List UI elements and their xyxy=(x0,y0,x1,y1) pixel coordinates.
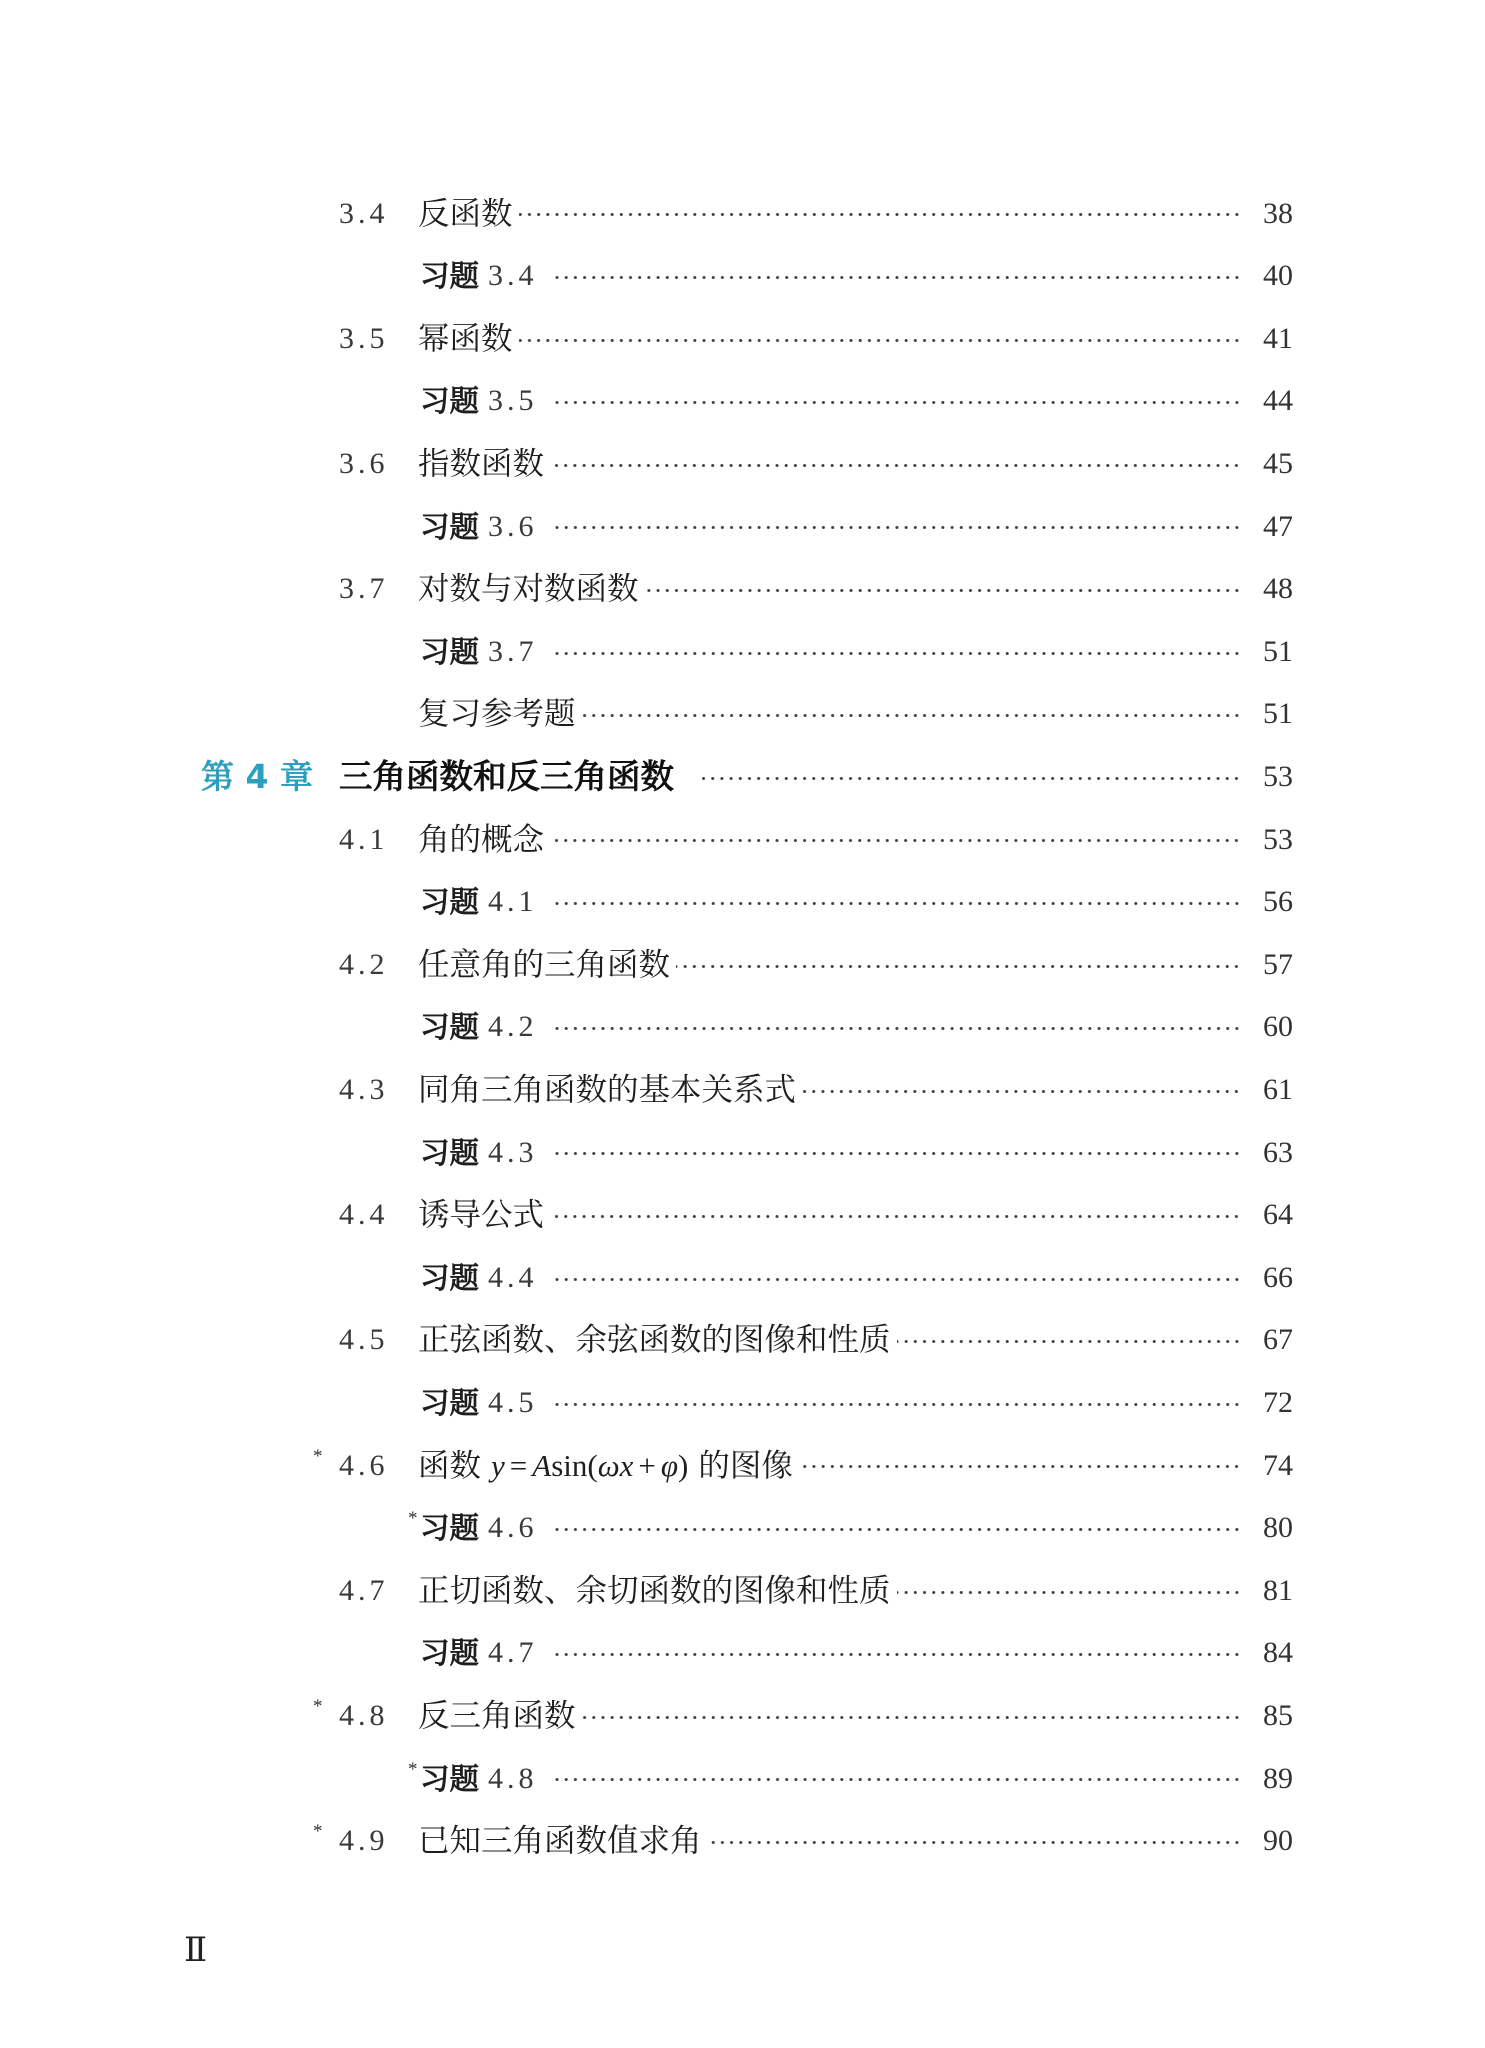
entry-leader-line xyxy=(339,746,1241,809)
entry-leader-line xyxy=(418,1685,1241,1748)
toc-exercise-row xyxy=(0,1122,1485,1185)
leader-dots xyxy=(676,934,1241,997)
page-number: 81 xyxy=(1263,1573,1293,1607)
math-variable: A xyxy=(532,1447,552,1483)
toc-exercise-row xyxy=(0,245,1485,308)
exercise-number: 3.4 xyxy=(488,259,538,293)
page-number: 44 xyxy=(1263,384,1293,418)
page-number: 48 xyxy=(1263,572,1293,606)
leader-dots xyxy=(550,433,1241,496)
page-number: 85 xyxy=(1263,1698,1293,1732)
chapter-label: 第 4 章 xyxy=(201,757,313,797)
toc-section-row xyxy=(0,1435,1485,1498)
exercise-number: 4.6 xyxy=(488,1511,538,1545)
toc-exercise-row xyxy=(0,1748,1485,1811)
exercise-label: 习题 xyxy=(420,1636,480,1671)
section-title: 任意角的三角函数 xyxy=(418,946,671,983)
page-number: 74 xyxy=(1263,1448,1293,1482)
toc-section-row xyxy=(0,1810,1485,1873)
entry-leader-line xyxy=(418,1810,1241,1873)
entry-leader-line xyxy=(420,1247,1241,1310)
toc-section-row xyxy=(0,1560,1485,1623)
entry-leader-line xyxy=(420,1497,1241,1560)
leader-dots xyxy=(552,1372,1241,1435)
page-number: 38 xyxy=(1263,196,1293,230)
toc-section-row xyxy=(0,1184,1485,1247)
page-number: 61 xyxy=(1263,1073,1293,1106)
leader-dots xyxy=(897,1560,1241,1623)
entry-leader-line xyxy=(420,1372,1241,1435)
entry-leader-line xyxy=(418,683,1241,746)
leader-dots xyxy=(582,683,1241,746)
section-title: 已知三角函数值求角 xyxy=(418,1823,702,1860)
section-title: 对数与对数函数 xyxy=(418,571,639,608)
exercise-label: 习题 xyxy=(420,1135,480,1170)
section-title: 幂函数 xyxy=(418,320,513,357)
toc-exercise-row xyxy=(0,370,1485,433)
toc-section-row xyxy=(0,308,1485,371)
toc-chapter-row xyxy=(0,746,1485,809)
title-text-part: + xyxy=(638,1447,656,1483)
entry-leader-line xyxy=(420,370,1241,433)
exercise-number: 4.1 xyxy=(488,885,538,919)
toc-section-row xyxy=(0,1685,1485,1748)
section-number: 4.8 xyxy=(339,1698,389,1732)
section-title: 反三角函数 xyxy=(418,1697,576,1734)
page-number: 90 xyxy=(1263,1824,1293,1858)
exercise-label: 习题 xyxy=(420,634,480,669)
leader-dots xyxy=(645,558,1241,621)
title-text-part: sin( xyxy=(551,1447,598,1483)
page-number: 64 xyxy=(1263,1198,1293,1232)
optional-marker: * xyxy=(408,1758,418,1780)
page-number: 60 xyxy=(1263,1010,1293,1044)
leader-dots xyxy=(582,1685,1241,1748)
entry-leader-line xyxy=(418,934,1241,997)
leader-dots xyxy=(552,370,1241,433)
leader-dots xyxy=(702,746,1241,809)
section-title xyxy=(418,1435,793,1498)
toc-section-row xyxy=(0,1059,1485,1122)
review-title: 复习参考题 xyxy=(418,696,576,733)
exercise-label: 习题 xyxy=(420,1511,480,1546)
leader-dots xyxy=(708,1810,1241,1873)
section-number: 3.6 xyxy=(339,447,389,481)
section-number: 4.9 xyxy=(339,1824,389,1858)
section-number: 4.2 xyxy=(339,947,389,981)
exercise-label: 习题 xyxy=(420,1385,480,1420)
section-number: 4.3 xyxy=(339,1073,389,1106)
toc-exercise-row xyxy=(0,621,1485,684)
page-number: 89 xyxy=(1263,1761,1293,1795)
exercise-number: 4.4 xyxy=(488,1260,538,1294)
section-number: 4.7 xyxy=(339,1573,389,1607)
leader-dots xyxy=(552,496,1241,559)
exercise-number: 4.5 xyxy=(488,1385,538,1419)
math-variable: φ xyxy=(660,1447,678,1483)
toc-section-row xyxy=(0,934,1485,997)
entry-leader-line xyxy=(420,996,1241,1059)
table-of-contents xyxy=(0,183,1485,1873)
section-number: 4.5 xyxy=(339,1323,389,1357)
page-number: 57 xyxy=(1263,947,1293,981)
toc-exercise-row xyxy=(0,496,1485,559)
toc-exercise-row xyxy=(0,871,1485,934)
exercise-label: 习题 xyxy=(420,1010,480,1045)
page-number: 80 xyxy=(1263,1511,1293,1545)
entry-leader-line xyxy=(420,1122,1241,1185)
toc-exercise-row xyxy=(0,1497,1485,1560)
entry-leader-line xyxy=(420,621,1241,684)
leader-dots xyxy=(552,1748,1241,1811)
page-number: 51 xyxy=(1263,697,1293,731)
exercise-number: 3.6 xyxy=(488,509,538,543)
section-title: 正切函数、余切函数的图像和性质 xyxy=(418,1572,891,1609)
title-text-part: 函数 xyxy=(418,1447,492,1484)
leader-dots xyxy=(552,245,1241,308)
exercise-number: 3.7 xyxy=(488,634,538,668)
section-number: 4.6 xyxy=(339,1448,389,1482)
entry-leader-line xyxy=(418,308,1241,371)
toc-section-row xyxy=(0,1309,1485,1372)
exercise-number: 4.3 xyxy=(488,1135,538,1169)
exercise-label: 习题 xyxy=(420,1761,480,1796)
section-title: 诱导公式 xyxy=(418,1197,545,1234)
leader-dots xyxy=(550,1184,1241,1247)
section-title: 正弦函数、余弦函数的图像和性质 xyxy=(418,1322,891,1359)
section-number: 4.4 xyxy=(339,1198,389,1232)
page-folio: Ⅱ xyxy=(184,1930,208,1970)
toc-exercise-row xyxy=(0,1247,1485,1310)
math-variable: ωx xyxy=(597,1447,634,1483)
page-number: 47 xyxy=(1263,509,1293,543)
leader-dots xyxy=(552,1622,1241,1685)
page-number: 67 xyxy=(1263,1323,1293,1357)
leader-dots xyxy=(552,621,1241,684)
leader-dots xyxy=(552,1122,1241,1185)
entry-leader-line xyxy=(418,1184,1241,1247)
section-title: 同角三角函数的基本关系式 xyxy=(418,1072,797,1108)
toc-exercise-row xyxy=(0,1622,1485,1685)
entry-leader-line xyxy=(420,1748,1241,1811)
exercise-label: 习题 xyxy=(420,1260,480,1295)
exercise-label: 习题 xyxy=(420,259,480,294)
exercise-number: 4.2 xyxy=(488,1010,538,1044)
entry-leader-line xyxy=(418,183,1241,246)
entry-leader-line xyxy=(418,1560,1241,1623)
optional-marker: * xyxy=(313,1821,323,1843)
toc-section-row xyxy=(0,433,1485,496)
entry-leader-line xyxy=(420,871,1241,934)
optional-marker: * xyxy=(313,1445,323,1467)
title-text-part: 的图像 xyxy=(688,1447,793,1484)
page-number: 45 xyxy=(1263,447,1293,481)
entry-leader-line xyxy=(418,558,1241,621)
section-number: 3.4 xyxy=(339,196,389,230)
section-title: 指数函数 xyxy=(418,446,545,483)
page-number: 56 xyxy=(1263,885,1293,919)
leader-dots xyxy=(519,183,1241,246)
leader-dots xyxy=(519,308,1241,371)
page-number: 53 xyxy=(1263,760,1293,794)
section-number: 3.5 xyxy=(339,321,389,355)
page-number: 53 xyxy=(1263,822,1293,856)
toc-review-row xyxy=(0,683,1485,746)
page-number: 84 xyxy=(1263,1636,1293,1670)
exercise-label: 习题 xyxy=(420,885,480,920)
page-number: 72 xyxy=(1263,1385,1293,1419)
entry-leader-line xyxy=(420,245,1241,308)
exercise-number: 4.8 xyxy=(488,1761,538,1795)
toc-exercise-row xyxy=(0,1372,1485,1435)
exercise-label: 习题 xyxy=(420,509,480,544)
optional-marker: * xyxy=(313,1695,323,1717)
section-number: 3.7 xyxy=(339,572,389,606)
section-title: 角的概念 xyxy=(418,821,545,858)
page-number: 41 xyxy=(1263,321,1293,355)
toc-section-row xyxy=(0,809,1485,872)
chapter-title: 三角函数和反三角函数 xyxy=(339,757,674,797)
leader-dots xyxy=(552,1247,1241,1310)
toc-section-row xyxy=(0,558,1485,621)
toc-exercise-row xyxy=(0,996,1485,1059)
entry-leader-line xyxy=(418,1435,1241,1498)
leader-dots xyxy=(802,1059,1241,1122)
optional-marker: * xyxy=(408,1508,418,1530)
section-title: 反函数 xyxy=(418,195,513,232)
leader-dots xyxy=(897,1309,1241,1372)
page-number: 51 xyxy=(1263,634,1293,668)
entry-leader-line xyxy=(418,1059,1241,1122)
title-text-part: = xyxy=(509,1447,528,1483)
page-number: 63 xyxy=(1263,1135,1293,1169)
leader-dots xyxy=(799,1435,1241,1498)
page-number: 40 xyxy=(1263,259,1293,293)
section-number: 4.1 xyxy=(339,822,389,856)
math-variable: y xyxy=(491,1447,505,1483)
entry-leader-line xyxy=(418,1309,1241,1372)
exercise-label: 习题 xyxy=(420,384,480,419)
title-text-part: ) xyxy=(678,1447,689,1483)
entry-leader-line xyxy=(418,809,1241,872)
entry-leader-line xyxy=(420,496,1241,559)
page-number: 66 xyxy=(1263,1260,1293,1294)
entry-leader-line xyxy=(418,433,1241,496)
exercise-number: 4.7 xyxy=(488,1636,538,1670)
entry-leader-line xyxy=(420,1622,1241,1685)
toc-section-row xyxy=(0,183,1485,246)
exercise-number: 3.5 xyxy=(488,384,538,418)
leader-dots xyxy=(552,871,1241,934)
leader-dots xyxy=(550,809,1241,872)
leader-dots xyxy=(552,996,1241,1059)
leader-dots xyxy=(552,1497,1241,1560)
